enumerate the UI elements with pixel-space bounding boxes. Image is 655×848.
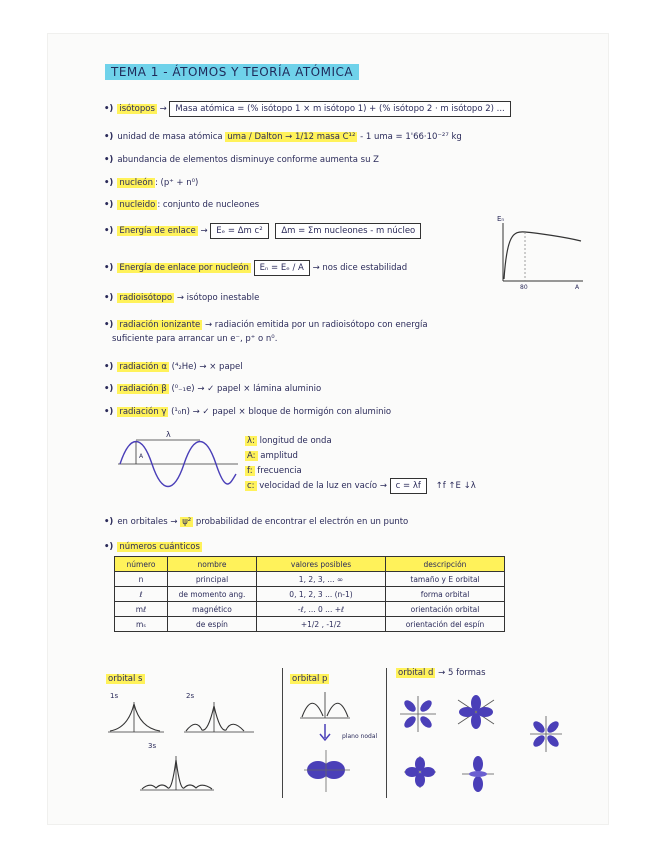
energia-enlace-row: •) Energía de enlace → Eₑ = Δm c² Δm = Σm nucleones - m núcleo [104,226,421,236]
radioisotopo-row: •) radioisótopo → isótopo inestable [104,293,260,303]
svg-text:2s: 2s [186,692,195,700]
def-lambda: λ: longitud de onda [247,436,332,446]
orbital-d-shapes [396,688,576,798]
isotopos-row: •) isótopos → Masa atómica = (% isótopo 1 × m isótopo 1) + (% isótopo 2 · m isótopo 2) ... [104,104,511,114]
table-row: ℓ de momento ang. 0, 1, 2, 3 ... (n-1) forma orbital [115,587,505,602]
radiacion-beta-row: •) radiación β (⁰₋₁e) → ✓ papel × lámina aluminio [104,384,322,394]
def-velocity: c: velocidad de la luz en vacío → c = λf ↑f ↑E ↓λ [245,481,476,491]
table-header: número nombre valores posibles descripción [115,557,505,572]
graph-ylabel: Eₙ [497,215,505,223]
radiacion-alfa-row: •) radiación α (⁴₂He) → × papel [104,362,243,372]
orbital-d-row: orbital d → 5 formas [398,668,486,678]
table-row: mℓ magnético -ℓ, ... 0 ... +ℓ orientación orbital [115,602,505,617]
orbital-s-label: orbital s [108,674,143,684]
wave-amplitude-label: A [139,453,144,460]
wave-lambda-label: λ [166,430,171,439]
orbital-p-label: orbital p [292,674,328,684]
abundancia-row: •) abundancia de elementos disminuye conforme aumenta su Z [104,155,380,165]
masa-defecto-formula: Δm = Σm nucleones - m núcleo [275,223,421,239]
orbital-p-plots [290,688,380,798]
nucleido-row: •) nucleido : conjunto de nucleones [104,200,260,210]
energia-nucleon-row: •) Energía de enlace por nucleón Eₙ = Eₑ / A → nos dice estabilidad [104,263,407,273]
orbital-s-plots [104,688,279,798]
svg-text:1s: 1s [110,692,119,700]
binding-energy-graph [495,215,585,290]
wave-formula: c = λf [390,478,427,494]
orbitales-row: •) en orbitales → ψ² probabilidad de encontrar el electrón en un punto [104,517,409,527]
quantum-numbers-table [114,556,505,632]
divider [282,668,283,798]
isotopos-label: isótopos [119,104,155,114]
svg-text:3s: 3s [148,742,157,750]
isotopos-formula: Masa atómica = (% isótopo 1 × m isótopo 1) + (% isótopo 2 · m isótopo 2) ... [169,101,510,117]
numeros-cuanticos-row: •) números cuánticos [104,542,200,552]
table-row: mₛ de espín +1/2 , -1/2 orientación del espín [115,617,505,632]
energia-nucleon-formula: Eₙ = Eₑ / A [254,260,310,276]
graph-xlabel: A [575,284,580,291]
nucleon-row: •) nucleón : (p⁺ + n⁰) [104,178,199,188]
page-title: TEMA 1 - ÁTOMOS Y TEORÍA ATÓMICA [105,64,359,80]
energia-enlace-formula: Eₑ = Δm c² [210,223,268,239]
graph-xtick: 80 [520,284,528,291]
uma-row: •) unidad de masa atómica uma / Dalton → 1/12 masa C¹² - 1 uma = 1'66·10⁻²⁷ kg [104,132,462,142]
table-row: n principal 1, 2, 3, ... ∞ tamaño y E orbital [115,572,505,587]
radiacion-gamma-row: •) radiación γ (¹₀n) → ✓ papel × bloque de hormigón con aluminio [104,407,392,417]
plano-nodal-label: plano nodal [342,733,378,740]
def-amplitude: A: amplitud [247,451,298,461]
uma-highlight: uma / Dalton → 1/12 masa C¹² [227,132,356,142]
wave-note: ↑f ↑E ↓λ [435,481,476,491]
radiacion-ionizante-row: •) radiación ionizante → radiación emitida por un radioisótopo con energía [104,320,428,330]
def-frequency: f: frecuencia [247,466,302,476]
radiacion-ionizante-cont: suficiente para arrancar un e⁻, p⁺ o n⁰. [112,334,278,344]
wave-diagram [112,428,242,498]
divider [386,668,387,798]
